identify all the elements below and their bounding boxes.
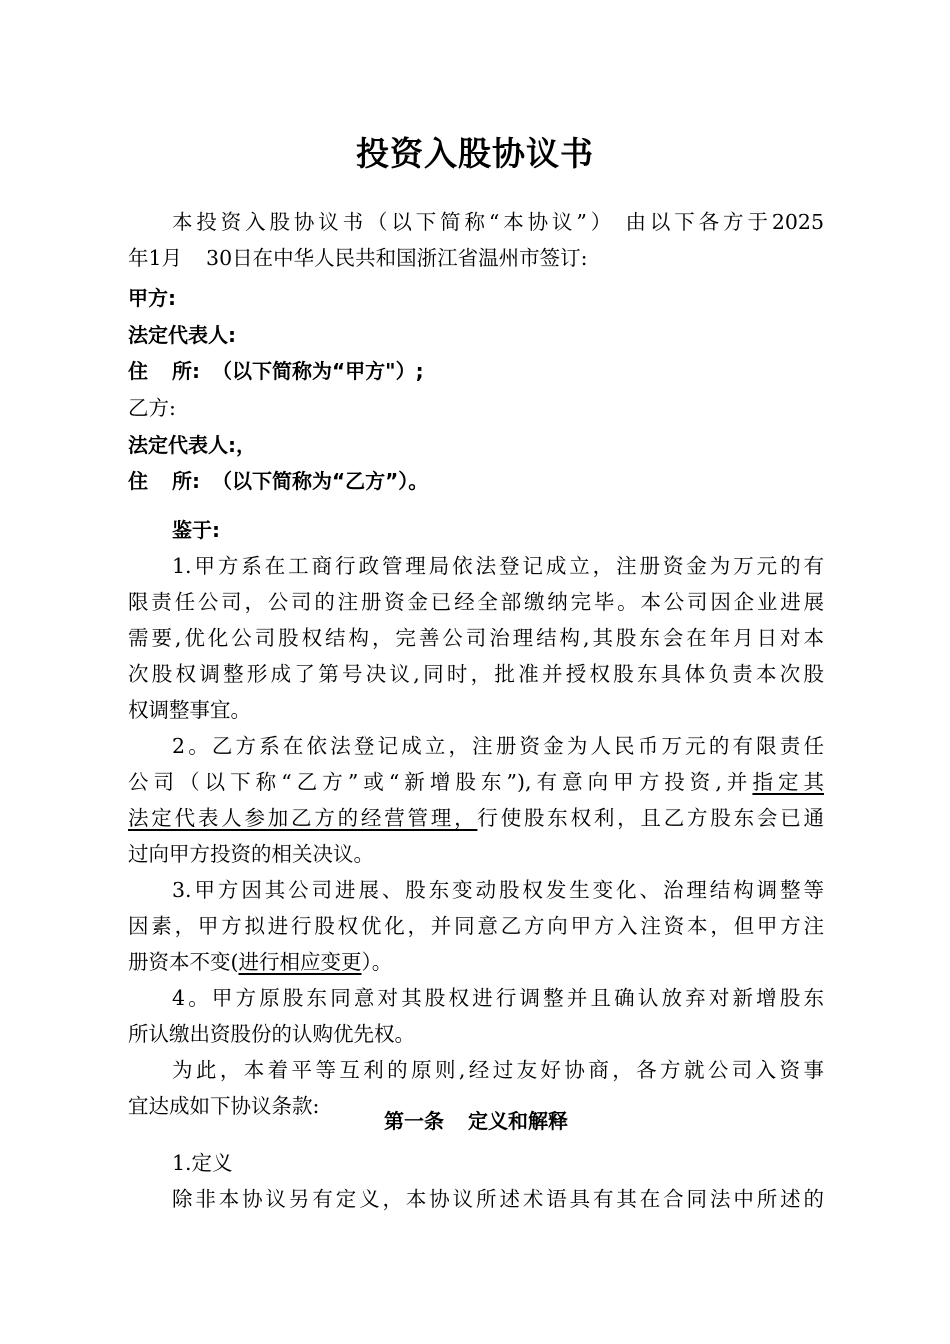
whereas-p3-line-3-text: 册资本不变( bbox=[128, 950, 239, 974]
party-b-address bbox=[128, 466, 824, 496]
party-b-label: 乙方: bbox=[128, 396, 176, 420]
article-1-heading bbox=[128, 1106, 824, 1136]
party-a-representative: 法定代表人: bbox=[128, 323, 236, 347]
whereas-p3-line-3-end: ）。 bbox=[361, 950, 393, 974]
whereas-p2-line-3 bbox=[128, 803, 824, 833]
underlined-text: 进行相应变更 bbox=[238, 950, 362, 974]
whereas-p3-line-1: 3.甲方因其公司进展、股东变动股权发生变化、治理结构调整等 bbox=[172, 878, 824, 902]
whereas-p2-line-4: 过向甲方投资的相关决议。 bbox=[128, 842, 374, 866]
whereas-heading: 鉴于: bbox=[172, 518, 220, 542]
party-b-representative: 法定代表人:， bbox=[128, 433, 256, 457]
whereas-p2-line-2-text: 公司（以下称“乙方”或“新增股东”),有意向甲方投资,并 bbox=[128, 770, 753, 794]
whereas-p4-line-1: 4。甲方原股东同意对其股权进行调整并且确认放弃对新增股东 bbox=[172, 986, 824, 1010]
intro-date-rest: 30日在中华人民共和国浙江省温州市签订: bbox=[206, 246, 588, 270]
intro-line-2 bbox=[128, 243, 824, 273]
article-1-item-1: 1.定义 bbox=[172, 1151, 233, 1175]
whereas-p2-line-3-text: 行使股东权利，且乙方股东会已通 bbox=[477, 806, 825, 830]
underlined-text: 法定代表人参加乙方的经营管理， bbox=[128, 806, 478, 830]
whereas-p1-line-2: 限责任公司，公司的注册资金已经全部缴纳完毕。本公司因企业进展 bbox=[128, 590, 824, 614]
whereas-p3-line-3 bbox=[128, 947, 824, 977]
address-label-part2: 所: bbox=[172, 469, 200, 493]
party-a-label: 甲方: bbox=[128, 286, 176, 310]
article-number: 第一条 bbox=[384, 1109, 444, 1133]
whereas-p4-line-2: 所认缴出资股份的认购优先权。 bbox=[128, 1022, 415, 1046]
whereas-p5-line-2: 宜达成如下协议条款: bbox=[128, 1094, 320, 1118]
whereas-p3-line-2: 因素，甲方拟进行股权优化，并同意乙方向甲方入注资本，但甲方注 bbox=[128, 914, 824, 938]
whereas-p5-line-1: 为此，本着平等互利的原则,经过友好协商，各方就公司入资事 bbox=[172, 1058, 824, 1082]
underlined-text: 指定其 bbox=[752, 770, 825, 794]
address-label-part2: 所: bbox=[172, 359, 200, 383]
article-title: 定义和解释 bbox=[468, 1109, 568, 1133]
address-label-part1: 住 bbox=[128, 359, 148, 383]
document-title: 投资入股协议书 bbox=[356, 134, 594, 173]
party-a-alias-note: （以下简称为“甲方"）; bbox=[212, 359, 424, 383]
whereas-p1-line-1: 1.甲方系在工商行政管理局依法登记成立，注册资金为万元的有 bbox=[172, 554, 824, 578]
party-a-address bbox=[128, 356, 824, 386]
whereas-p1-line-3: 需要,优化公司股权结构，完善公司治理结构,其股东会在年月日对本 bbox=[128, 626, 824, 650]
whereas-p1-line-4: 次股权调整形成了第号决议,同时，批准并授权股东具体负责本次股 bbox=[128, 662, 824, 686]
intro-date-month: 年1月 bbox=[128, 246, 183, 270]
article-1-text: 除非本协议另有定义，本协议所述术语具有其在合同法中所述的 bbox=[172, 1187, 824, 1211]
address-label-part1: 住 bbox=[128, 469, 148, 493]
whereas-p1-line-5: 权调整事宜。 bbox=[128, 698, 251, 722]
intro-line-1: 本投资入股协议书（以下简称“本协议”） 由以下各方于2025 bbox=[172, 210, 824, 234]
party-b-alias-note: （以下简称为“乙方”）。 bbox=[212, 469, 429, 493]
whereas-p2-line-1: 2。乙方系在依法登记成立，注册资金为人民币万元的有限责任 bbox=[172, 734, 824, 758]
whereas-p2-line-2 bbox=[128, 767, 824, 797]
